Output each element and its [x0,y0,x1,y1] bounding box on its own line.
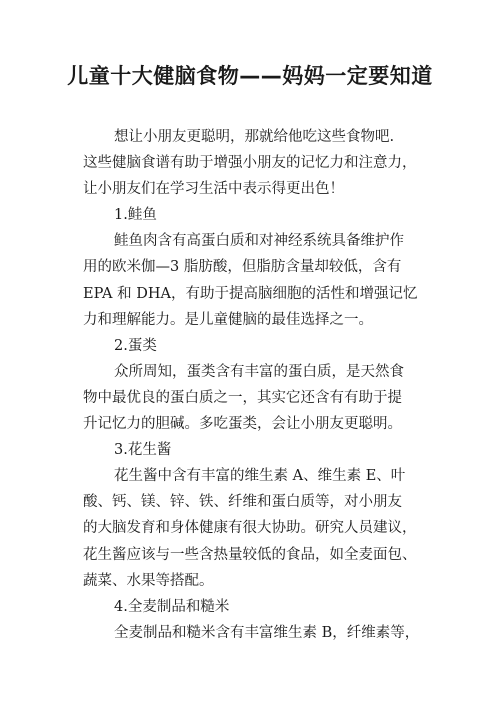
body-line: 蔬菜、水果等搭配。 [83,572,214,589]
section-heading-whole-grains: 4.全麦制品和糙米 [114,598,230,615]
document-title: 儿童十大健脑食物——妈妈一定要知道 [67,64,433,88]
body-line: 让小朋友们在学习生活中表示得更出色！ [83,181,344,198]
body-line: EPA 和 DHA，有助于提高脑细胞的活性和增强记忆 [83,285,418,302]
body-line: 这些健脑食谱有助于增强小朋友的记忆力和注意力， [83,155,417,172]
body-line: 鲑鱼肉含有高蛋白质和对神经系统具备维护作 [114,233,404,250]
body-line: 物中最优良的蛋白质之一，其实它还含有有助于提 [83,389,402,406]
body-line: 众所周知，蛋类含有丰富的蛋白质，是天然食 [114,363,404,380]
body-line: 全麦制品和糙米含有丰富维生素 B，纤维素等， [114,624,420,641]
document-body [83,124,438,646]
body-line: 用的欧米伽—3 脂肪酸，但脂肪含量却较低，含有 [83,259,402,276]
section-heading-salmon: 1.鲑鱼 [114,207,157,224]
body-line: 力和理解能力。是儿童健脑的最佳选择之一。 [83,311,373,328]
body-line: 花生酱中含有丰富的维生素 A、维生素 E、叶 [114,468,406,485]
body-line: 升记忆力的胆碱。多吃蛋类，会让小朋友更聪明。 [83,416,402,433]
section-heading-peanut-butter: 3.花生酱 [114,442,172,459]
body-line: 酸、钙、镁、锌、铁、纤维和蛋白质等，对小朋友 [83,494,402,511]
body-line: 想让小朋友更聪明，那就给他吃这些食物吧. [114,129,395,145]
body-line: 的大脑发育和身体健康有很大协助。研究人员建议， [83,520,417,537]
body-line: 花生酱应该与一些含热量较低的食品，如全麦面包、 [83,546,417,563]
section-heading-eggs: 2.蛋类 [114,337,157,354]
